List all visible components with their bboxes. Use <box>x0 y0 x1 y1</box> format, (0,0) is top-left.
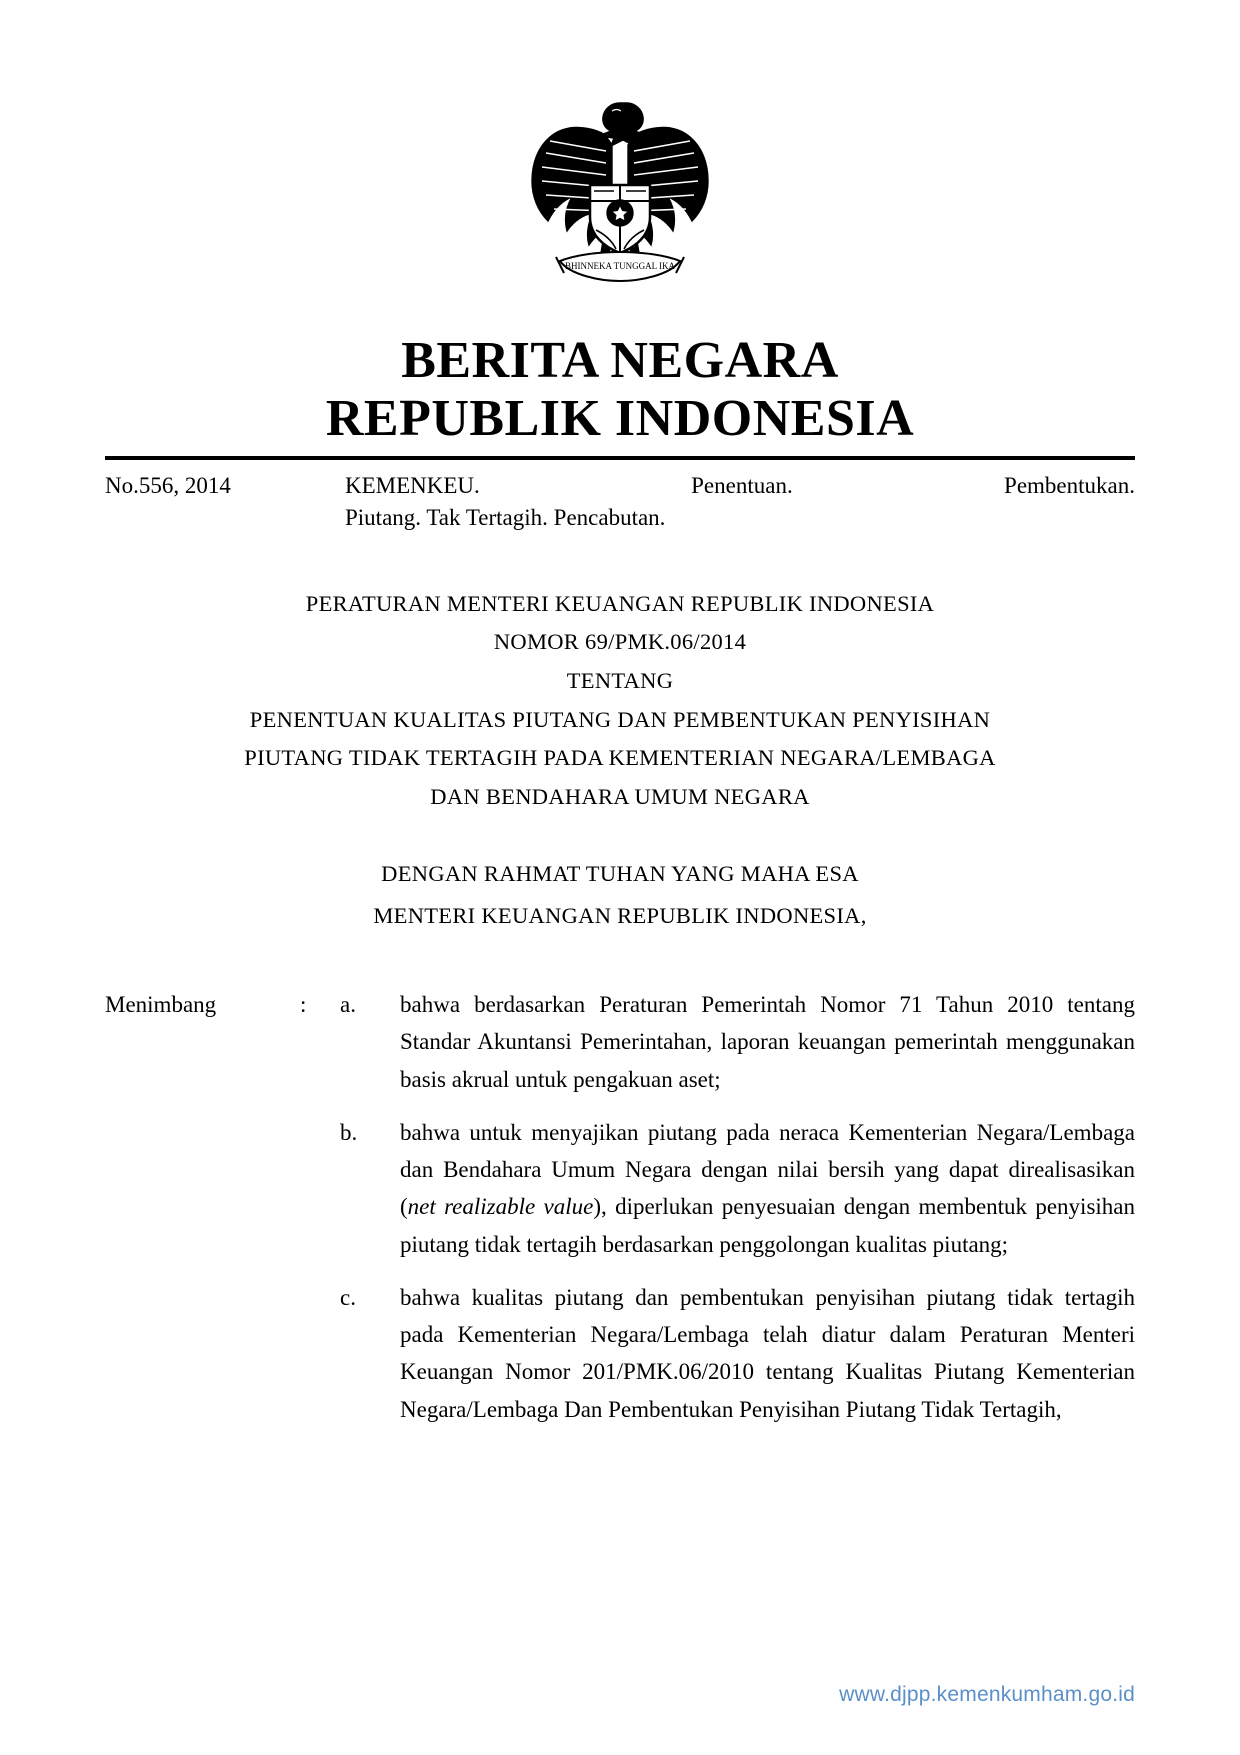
emblem-container <box>105 85 1135 320</box>
item-text: bahwa kualitas piutang dan pembentukan penyisihan piutang tidak tertagih pada Kementerian Negara/Lembaga telah diatur dalam Peraturan Menteri Keuangan Nomor 201/PMK.06/2010 tentang Kualitas Piutang Kementerian Negara/Lembaga Dan Pembentukan Penyisihan Piutang Tidak Tertagih, <box>400 1284 1135 1422</box>
masthead-divider <box>105 456 1135 460</box>
garuda-pancasila-emblem <box>520 85 720 295</box>
masthead-line-2: REPUBLIK INDONESIA <box>325 390 915 448</box>
item-text-part-1: bahwa untuk menyajikan piutang pada neraca Kementerian Negara/Lembaga dan Bendahara Umum Negara dengan nilai bersih yang dapat direalisasikan ( <box>400 1119 1135 1220</box>
considering-item-a <box>105 986 1135 1098</box>
gazette-subject <box>345 470 1135 532</box>
considering-item-c <box>105 1279 1135 1428</box>
considering-colon: : <box>300 992 307 1018</box>
gazette-header <box>105 470 1135 532</box>
subject-keyword-line-2: Piutang. Tak Tertagih. Pencabutan. <box>345 504 666 530</box>
item-text: bahwa berdasarkan Peraturan Pemerintah Nomor 71 Tahun 2010 tentang Standar Akuntansi Pemerintahan, laporan keuangan pemerintah menggunakan basis akrual untuk pengakuan aset; <box>400 992 1135 1092</box>
svg-text:BHINNEKA TUNGGAL IKA: BHINNEKA TUNGGAL IKA <box>565 261 675 271</box>
regulation-title-block <box>105 585 1135 817</box>
item-marker: a. <box>340 992 356 1018</box>
subject-keyword-1: KEMENKEU. <box>345 473 480 499</box>
considering-item-b <box>105 1114 1135 1263</box>
title-line-2: NOMOR 69/PMK.06/2014 <box>493 629 747 655</box>
preamble-line-2: MENTERI KEUANGAN REPUBLIK INDONESIA, <box>373 903 867 929</box>
considering-label: Menimbang <box>105 992 217 1018</box>
item-marker: c. <box>340 1284 356 1310</box>
item-text-italic: net realizable value <box>407 1194 594 1220</box>
subject-keyword-2: Penentuan. <box>691 473 793 499</box>
preamble-line-1: DENGAN RAHMAT TUHAN YANG MAHA ESA <box>381 860 859 886</box>
title-line-4: PENENTUAN KUALITAS PIUTANG DAN PEMBENTUKAN PENYISIHAN <box>249 706 991 732</box>
title-line-3: TENTANG <box>566 667 674 693</box>
title-line-5: PIUTANG TIDAK TERTAGIH PADA KEMENTERIAN NEGARA/LEMBAGA <box>244 745 996 771</box>
gazette-number: No.556, 2014 <box>105 473 231 499</box>
considering-section <box>105 986 1135 1428</box>
preamble-block <box>105 853 1135 939</box>
item-text <box>400 1114 1135 1263</box>
subject-keyword-3: Pembentukan. <box>1004 473 1135 499</box>
item-text-part-2: ), diperlukan penyesuaian dengan membentuk penyisihan piutang tidak tertagih berdasarkan penggolongan kualitas piutang; <box>400 1194 1135 1257</box>
footer-url[interactable]: www.djpp.kemenkumham.go.id <box>839 1683 1135 1706</box>
masthead <box>105 332 1135 448</box>
item-marker: b. <box>340 1119 358 1145</box>
title-line-1: PERATURAN MENTERI KEUANGAN REPUBLIK INDONESIA <box>305 590 935 616</box>
title-line-6: DAN BENDAHARA UMUM NEGARA <box>430 784 810 809</box>
masthead-line-1: BERITA NEGARA <box>401 332 839 389</box>
